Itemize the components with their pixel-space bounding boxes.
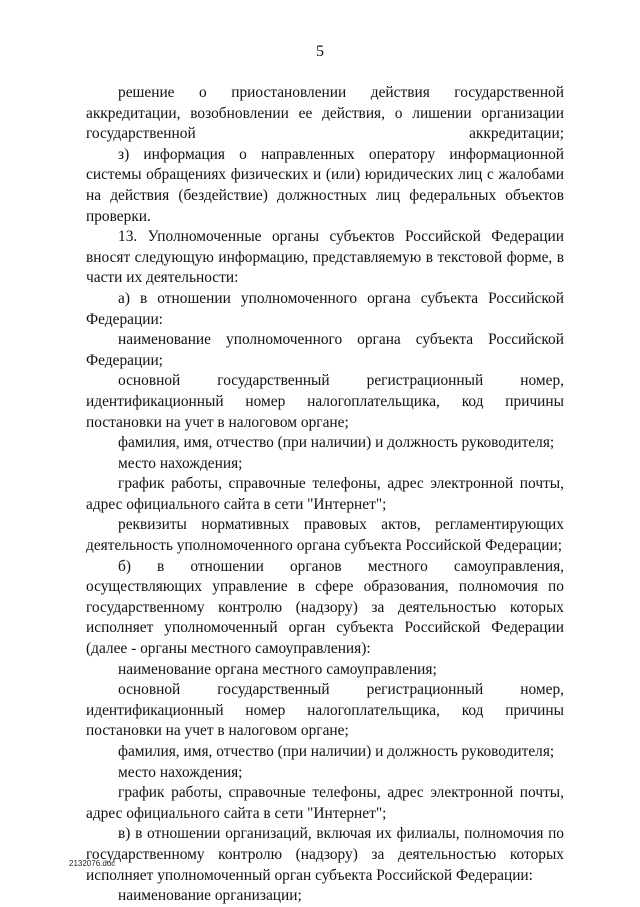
page-number: 5 — [316, 43, 324, 60]
paragraph-local-head-info: фамилия, имя, отчество (при наличии) и должность руководителя; — [118, 743, 555, 760]
paragraph-local-authority-name: наименование органа местного самоуправления; — [118, 660, 437, 678]
paragraph-authority-name: наименование уполномоченного органа субъекта Российской Федерации; — [86, 331, 564, 369]
paragraph-contacts: график работы, справочные телефоны, адрес электронной почты, адрес официального сайта в сети "Интернет"; — [86, 475, 564, 513]
paragraph-section-13: 13. Уполномоченные органы субъектов Российской Федерации вносят следующую информацию, представляемую в текстовой форме, в части их деятельности: — [86, 228, 564, 287]
paragraph-organization-name: наименование организации; — [118, 887, 302, 905]
paragraph-item-b: б) в отношении органов местного самоуправления, осуществляющих управление в сфере образования, полномочия по государственному контролю (надзору) за деятельностью которых исполняет уполномоченный орган субъекта Российской Федерации (далее - органы местного самоуправления): — [86, 557, 564, 658]
paragraph-local-registration-numbers: основной государственный регистрационный номер, идентификационный номер налогоплательщика, код причины постановки на учет в налоговом органе; — [86, 681, 564, 740]
paragraph-local-contacts: график работы, справочные телефоны, адрес электронной почты, адрес официального сайта в сети "Интернет"; — [86, 784, 564, 822]
footer-filename: 2132076.doc — [69, 859, 116, 868]
paragraph-item-v: в) в отношении организаций, включая их филиалы, полномочия по государственному контролю (надзору) за деятельностью которых исполняет уполномоченный орган субъекта Российской Федерации: — [86, 825, 564, 884]
document-body — [86, 83, 564, 907]
paragraph-location: место нахождения; — [118, 454, 243, 472]
paragraph-head-info: фамилия, имя, отчество (при наличии) и должность руководителя; — [118, 434, 555, 452]
paragraph-registration-numbers: основной государственный регистрационный номер, идентификационный номер налогоплательщика, код причины постановки на учет в налоговом органе; — [86, 372, 564, 431]
paragraph-item-a: а) в отношении уполномоченного органа субъекта Российской Федерации: — [86, 289, 564, 328]
paragraph-legal-acts: реквизиты нормативных правовых актов, регламентирующих деятельность уполномоченного органа субъекта Российской Федерации; — [86, 516, 564, 555]
paragraph-accreditation-decision: решение о приостановлении действия государственной аккредитации, возобновлении ее действия, о лишении организации государственной аккредитации; — [86, 84, 564, 143]
paragraph-local-location: место нахождения; — [118, 763, 243, 781]
paragraph-complaints-info: з) информация о направленных оператору информационной системы обращениях физических и (или) юридических лиц с жалобами на действия (бездействие) должностных лиц федеральных объектов проверки. — [86, 145, 564, 225]
